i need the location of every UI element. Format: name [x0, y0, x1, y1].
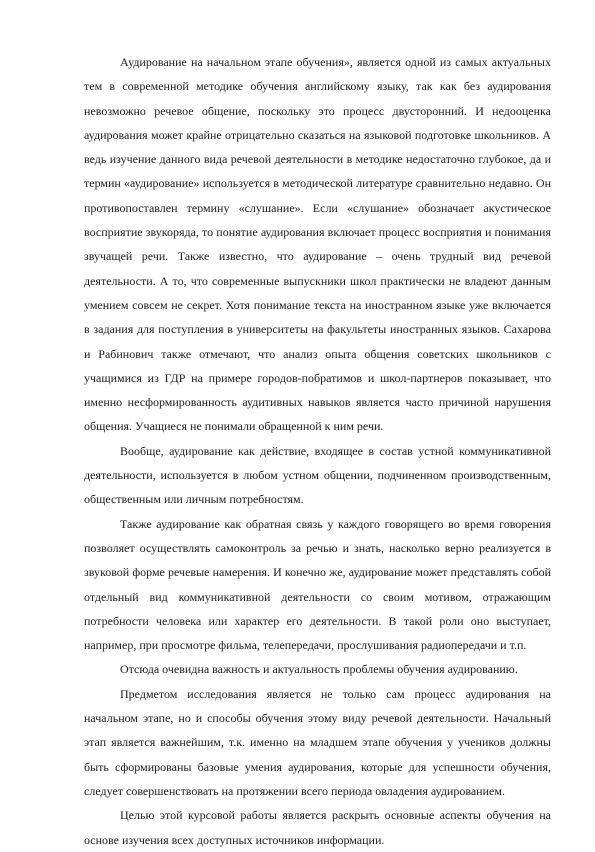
paragraph-feedback: Также аудирование как обратная связь у каждого говорящего во время говорения позволяет осуществлять самоконтроль за речью и знать, насколько верно реализуется в звуковой форме речевые намерения. И конечно же, аудирование может представлять собой отдельный вид коммуникативной деятельности со своим мотивом, отражающим потребности человека или характер его деятельности. В такой роли оно выступает, например, при просмотре фильма, телепередачи, прослушивания радиопередачи и т.п. — [84, 516, 551, 653]
paragraph-subject: Предметом исследования является не только сам процесс аудирования на начальном этапе, но и способы обучения этому виду речевой деятельности. Начальный этап является важнейшим, т.к. именно на младшем этапе обучения у учеников должны быть сформированы базовые умения аудирования, которые для успешности обучения, следует совершенствовать на протяжении всего периода овладения аудированием. — [84, 686, 551, 798]
paragraph-relevance: Аудирование на начальном этапе обучения», является одной из самых актуальных тем в современной методике обучения английскому языку, так как без аудирования невозможно речевое общение, поскольку это процесс двусторонний. И недооценка аудирования может крайне отрицательно сказаться на языковой подготовке школьников. А ведь изучение данного вида речевой деятельности в методике недостаточно глубокое, да и термин «аудирование» используется в методической литературе сравнительно недавно. Он противопоставлен термину «слушание». Если «слушание» обозначает акустическое восприятие звукоряда, то понятие аудирования включает процесс восприятия и понимания звучащей речи. Также известно, что аудирование – очень трудный вид речевой деятельности. А то, что современные выпускники школ практически не владеют данным умением совсем не секрет. Хотя понимание текста на иностранном языке уже включается в задания для поступления в университеты на факультеты иностранных языков. Сахарова и Рабинович также отмечают, что анализ опыта общения советских школьников с учащимися из ГДР на примере городов-побратимов и школ-партнеров показывает, что именно несформированность аудитивных навыков является часто причиной нарушения общения. Учащиеся не понимали обращенной к ним речи. — [84, 55, 551, 434]
paragraph-listening-as-action: Вообще, аудирование как действие, входящее в состав устной коммуникативной деятельности, используется в любом устном общении, подчиненном производственным, общественным или личным потребностям. — [84, 443, 551, 507]
paragraph-importance: Отсюда очевидна важность и актуальность проблемы обучения аудированию. — [120, 662, 518, 677]
document-page — [84, 50, 551, 852]
paragraph-goal: Целью этой курсовой работы является раскрыть основные аспекты обучения на основе изучения всех доступных источников информации. — [84, 808, 551, 847]
